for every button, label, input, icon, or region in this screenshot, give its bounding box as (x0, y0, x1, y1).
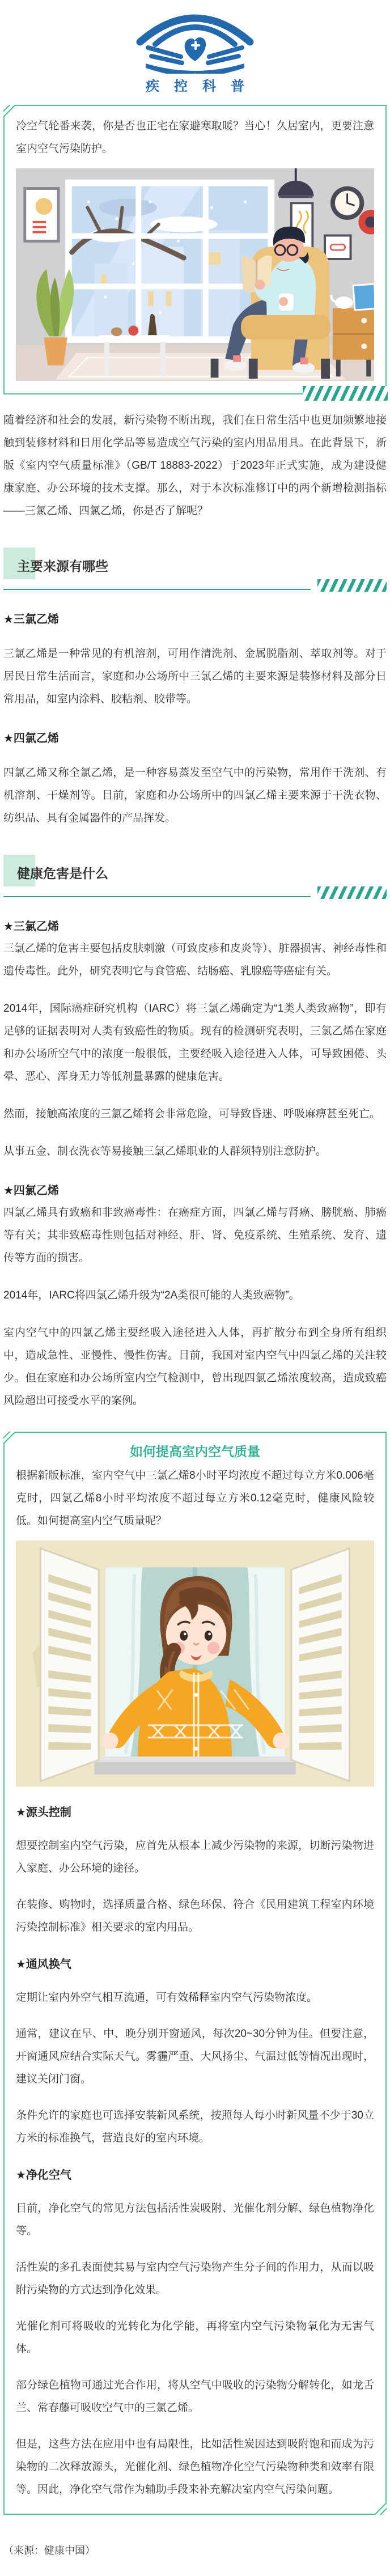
tip-subheading-air-purification: ★净化空气 (16, 2168, 71, 2182)
page-header (0, 0, 390, 97)
intro-highlight-box (3, 105, 387, 394)
tips-highlight-box (3, 1432, 387, 2515)
paragraph: 四氯乙烯具有致癌和非致癌毒性：在癌症方面，四氯乙烯与肾癌、膀胱癌、肺癌等有关；其非致癌毒性则包括对神经、肝、肾、免疫系统、生殖系统、发育、遗传等方面的损害。 (3, 1207, 387, 1264)
paragraph: 2014年，国际癌症研究机构（IARC）将三氯乙烯确定为“1类人类致癌物”，即有足够的证据表明对人类有致癌性的物质。现有的检测研究表明，三氯乙烯在家庭和办公场所空气中的浓度一般很低，主要经吸入途径进入人体，可导致困倦、头晕、恶心、浑身无力等低剂量暴露的健康危害。 (3, 1003, 387, 1083)
paragraph: 在装修、购物时，选择质量合格、绿色环保、符合《民用建筑工程室内环境污染控制标准》相关要求的室内用品。 (16, 1898, 374, 1933)
section-underline (3, 896, 311, 897)
diagonal-stripes-decoration (317, 579, 387, 592)
paragraph: 定期让室内外空气相互流通，可有效稀释室内空气污染物浓度。 (16, 1991, 318, 2004)
intro-text: 冷空气轮番来袭，你是否也正宅在家避寒取暖？当心！久居室内，更要注意室内空气污染防护。 (16, 120, 374, 155)
subheading-tetrachloroethylene: ★四氯乙烯 (3, 732, 59, 745)
section-header-health-hazards (3, 855, 387, 899)
paragraph: 四氯乙烯又称全氯乙烯，是一种容易蒸发至空气中的污染物，常用作干洗剂、有机溶剂、干燥剂等。目前，家庭和办公场所中的四氯乙烯主要来源于干洗衣物、纺织品、具有金属器件的产品挥发。 (3, 767, 387, 825)
paragraph: 然而，接触高浓度的三氯乙烯将会非常危险，可导致昏迷、呼吸麻痹甚至死亡。 (3, 1108, 381, 1121)
paragraph: 想要控制室内空气污染，应首先从根本上减少污染物的来源，切断污染物进入家庭、办公环境的途径。 (16, 1839, 374, 1874)
paragraph: 从事五金、制衣洗衣等易接触三氯乙烯职业的人群须特别注意防护。 (3, 1145, 327, 1158)
paragraph: 但是，这些方法在应用中也有局限性，比如活性炭因达到吸附饱和而成为污染物的二次释放源头，光催化剂、绿色植物净化空气污染物种类和效率有限等。因此，净化空气常作为辅助手段来补充解决室内空气污染问题。 (16, 2438, 374, 2496)
diagonal-stripes-decoration (317, 886, 387, 899)
subheading-tetrachloroethylene: ★四氯乙烯 (3, 1185, 59, 1198)
tips-intro: 根据新版标准，室内空气中三氯乙烯8小时平均浓度不超过每立方米0.006毫克时，四氯乙烯8小时平均浓度不超过每立方米0.12毫克时，健康风险较低。如何提高室内空气质量呢？ (16, 1470, 374, 1527)
box-corner-notch-icon (372, 2500, 387, 2515)
paragraph: 通常，建议在早、中、晚分别开窗通风，每次20~30分钟为佳。但要注意，开窗通风应结合实际天气。雾霾严重、大风扬尘、气温过低等情况出现时，建议关闭门窗。 (16, 2027, 374, 2085)
paragraph: 目前，净化空气的常见方法包括活性炭吸附、光催化剂分解、绿色植物净化等。 (16, 2202, 374, 2237)
paragraph: 2014年，IARC将四氯乙烯升级为“2A类很可能的人类致癌物”。 (3, 1289, 300, 1302)
cdc-science-logo-icon (124, 5, 266, 74)
winter-reading-illustration-icon (16, 168, 374, 381)
girl-opening-window-illustration-icon (16, 1540, 374, 1787)
box-corner-notch-icon (3, 105, 18, 120)
subheading-trichloroethylene: ★三氯乙烯 (3, 613, 59, 626)
paragraph: 部分绿色植物可通过光合作用，将从空气中吸收的污染物分解转化，如龙舌兰、常春藤可吸收空气中的三氯乙烯。 (16, 2379, 374, 2414)
paragraph: 条件允许的家庭也可选择安装新风系统，按照每人每小时新风量不少于30立方米的标准换气，营造良好的室内环境。 (16, 2109, 374, 2144)
tips-box-title: 如何提高室内空气质量 (130, 1444, 260, 1459)
source-attribution: （来源：健康中国） (3, 2544, 95, 2556)
tip-subheading-source-control: ★源头控制 (16, 1806, 71, 1819)
box-corner-notch-icon (3, 1432, 18, 1446)
heart-cross-icon (185, 37, 206, 61)
logo-wordmark: 疾控科普 (146, 79, 259, 94)
paragraph: 光催化剂可将吸收的光转化为化学能，再将室内空气污染物氧化为无害气体。 (16, 2320, 374, 2355)
living-room-illustration (16, 168, 374, 381)
open-window-illustration (16, 1540, 374, 1787)
lead-paragraph: 随着经济和社会的发展，新污染物不断出现，我们在日常生活中也更加频繁地接触到装修材料和日用化学品等易造成空气污染的室内用品用具。在此背景下，新版《室内空气质量标准》（GB/T 18883-2022）于2023年正式实施，成为建设健康家庭、办公环境的技术支撑。那么，对于本次标准修订中的两个新增检测指标——三氯乙烯、四氯乙烯，你是否了解呢？ (3, 414, 387, 517)
section-title: 健康危害是什么 (17, 866, 108, 881)
shutter-icon (40, 1548, 99, 1781)
paragraph: 室内空气中的四氯乙烯主要经吸入途径进入人体，再扩散分布到全身所有组织中，造成急性、亚慢性、慢性伤害。目前，我国对室内空气中四氯乙烯的关注较少。但在家庭和办公场所室内空气检测中，曾出现四氯乙烯浓度较高，造成致癌风险超出可接受水平的案例。 (3, 1327, 387, 1407)
tip-subheading-ventilation: ★通风换气 (16, 1958, 71, 1971)
subheading-trichloroethylene: ★三氯乙烯 (3, 920, 59, 933)
paragraph: 三氯乙烯的危害主要包括皮肤刺激（可致皮疹和皮炎等）、脏器损害、神经毒性和遗传毒性。此外，研究表明它与食管癌、结肠癌、乳腺癌等癌症有关。 (3, 943, 387, 978)
section-title: 主要来源有哪些 (17, 559, 108, 574)
paragraph: 活性炭的多孔表面使其易与室内空气污染物产生分子间的作用力，从而以吸附污染物的方式达到净化效果。 (16, 2261, 374, 2296)
section-header-sources (3, 548, 387, 592)
shutter-icon (291, 1548, 350, 1781)
section-underline (3, 589, 311, 590)
diagonal-stripes-decoration (303, 386, 388, 401)
paragraph: 三氯乙烯是一种常见的有机溶剂，可用作清洗剂、金属脱脂剂、萃取剂等。对于居民日常生活而言，家庭和办公场所中三氯乙烯的主要来源是装修材料及部分日常用品，如室内涂料、胶粘剂、胶带等。 (3, 648, 387, 706)
